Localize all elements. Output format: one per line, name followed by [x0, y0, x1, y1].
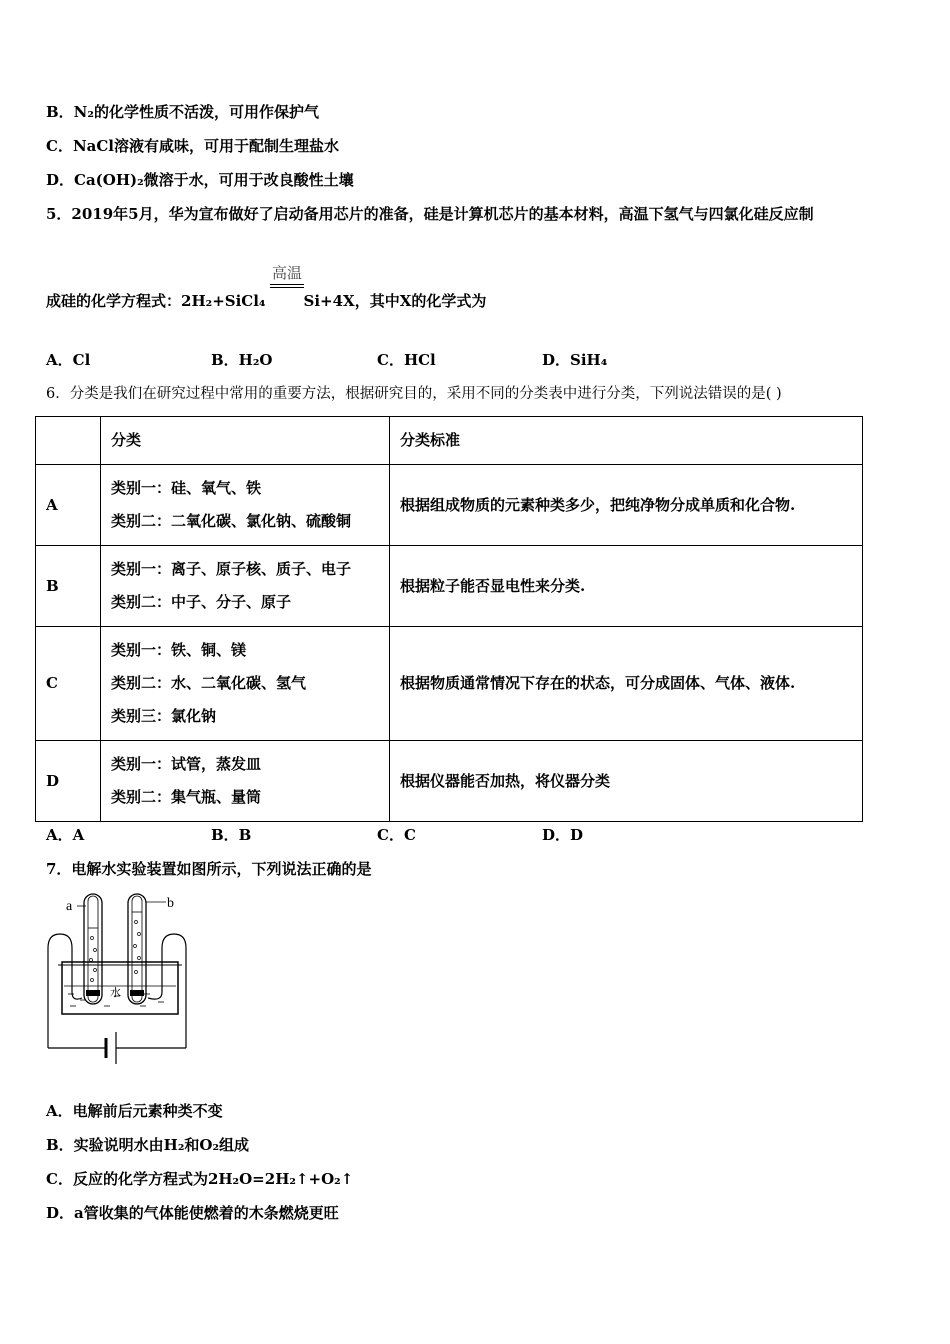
table-row — [36, 741, 863, 822]
q7-option-a: A．电解前后元素种类不变 — [46, 1102, 223, 1120]
q4-option-c: C．NaCl溶液有咸味，可用于配制生理盐水 — [46, 137, 340, 155]
table-header-cell: 分类 — [101, 417, 390, 465]
q6-option-d: D．D — [542, 826, 584, 844]
q4-option-d: D．Ca(OH)₂微溶于水，可用于改良酸性土壤 — [46, 171, 354, 189]
table-row — [36, 546, 863, 627]
table-row — [36, 627, 863, 741]
q5-option-d: D．SiH₄ — [542, 351, 608, 369]
row-label: B — [36, 546, 101, 627]
q6-option-c: C．C — [377, 826, 416, 844]
row-standard: 根据组成物质的元素种类多少，把纯净物分成单质和化合物. — [390, 465, 863, 546]
q5-option-b: B．H₂O — [211, 351, 273, 369]
classification-table — [35, 416, 863, 822]
table-row — [36, 465, 863, 546]
q4-option-b: B．N₂的化学性质不活泼，可用作保护气 — [46, 103, 319, 121]
row-standard: 根据粒子能否显电性来分类. — [390, 546, 863, 627]
row-categories: 类别一：离子、原子核、质子、电子 类别二：中子、分子、原子 — [101, 546, 390, 627]
q6-stem: 6．分类是我们在研究过程中常用的重要方法，根据研究目的，采用不同的分类表中进行分类，下列说法错误的是( ) — [46, 386, 782, 402]
q5-stem-line1: 5．2019年5月，华为宣布做好了启动备用芯片的准备，硅是计算机芯片的基本材料，高温下氢气与四氯化硅反应制 — [46, 205, 814, 223]
row-categories: 类别一：铁、铜、镁 类别二：水、二氧化碳、氢气 类别三：氯化钠 — [101, 627, 390, 741]
row-standard: 根据仪器能否加热，将仪器分类 — [390, 741, 863, 822]
q5-option-c: C．HCl — [377, 351, 436, 369]
q7-option-b: B．实验说明水由H₂和O₂组成 — [46, 1136, 250, 1154]
table-header-cell — [36, 417, 101, 465]
q7-option-c: C．反应的化学方程式为2H₂O=2H₂↑+O₂↑ — [46, 1170, 354, 1188]
row-label: C — [36, 627, 101, 741]
q7-stem: 7．电解水实验装置如图所示，下列说法正确的是 — [46, 860, 372, 878]
table-header-cell: 分类标准 — [390, 417, 863, 465]
table-header-row — [36, 417, 863, 465]
q7-option-d: D．a管收集的气体能使燃着的木条燃烧更旺 — [46, 1204, 339, 1222]
reaction-condition: 高温 — [270, 264, 304, 288]
q5-option-a: A．Cl — [46, 351, 91, 369]
label-b: b — [167, 896, 174, 911]
q6-option-a: A．A — [46, 826, 85, 844]
label-water: 水 — [110, 986, 121, 999]
row-label: A — [36, 465, 101, 546]
row-standard: 根据物质通常情况下存在的状态，可分成固体、气体、液体. — [390, 627, 863, 741]
row-categories: 类别一：硅、氧气、铁 类别二：二氧化碳、氯化钠、硫酸铜 — [101, 465, 390, 546]
q6-option-b: B．B — [211, 826, 252, 844]
row-categories: 类别一：试管，蒸发皿 类别二：集气瓶、量筒 — [101, 741, 390, 822]
row-label: D — [36, 741, 101, 822]
electrolysis-apparatus-figure — [40, 888, 200, 1068]
q5-equation-line: 成硅的化学方程式：2H₂+SiCl₄ Si+4X，其中X的化学式为 — [46, 292, 487, 310]
label-a: a — [66, 899, 73, 914]
